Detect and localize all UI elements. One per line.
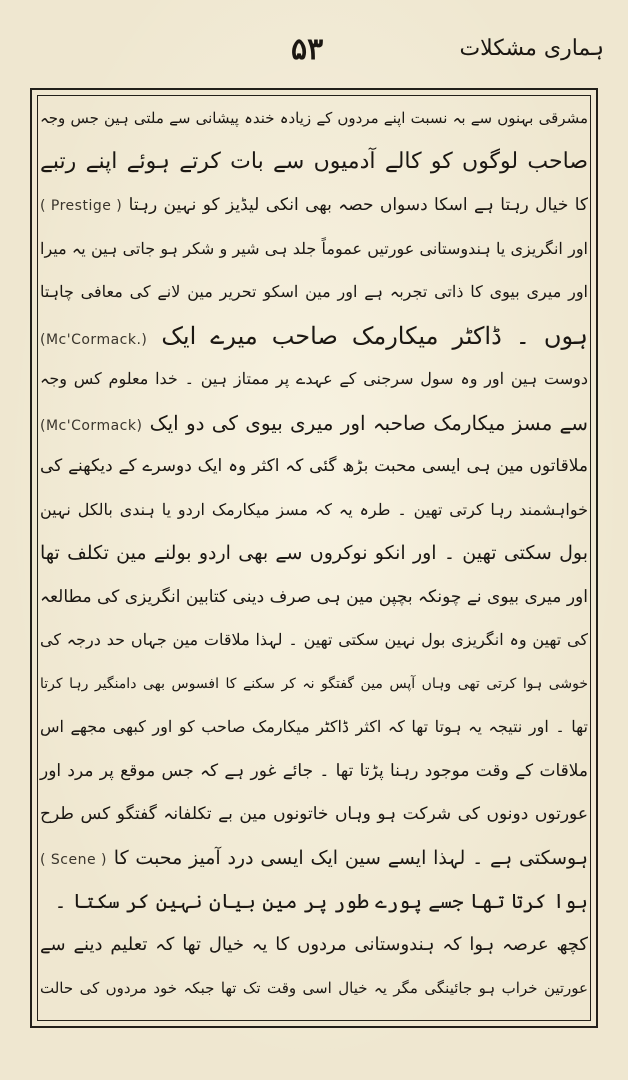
- urdu-line-text: خواہشمند رہا کرتی تھین ۔ طرہ یہ کہ مسز میکارمک اردو یا ہندی بالکل نہین: [40, 499, 588, 519]
- page-number: ۵۳: [291, 32, 324, 67]
- text-line: [40, 664, 588, 704]
- text-line: [40, 620, 588, 660]
- text-line: [40, 316, 588, 356]
- urdu-line-text: اور میری بیوی کا ذاتی تجربہ ہے اور مین اسکو تحریر مین لانے کی معافی چاہتا: [40, 282, 588, 301]
- text-line: [40, 403, 588, 443]
- text-line: [40, 446, 588, 486]
- urdu-line-text: ملاقاتوں مین ہی ایسی محبت بڑھ گئی کہ اکثر وہ ایک دوسرے کے دیکھنے کی: [40, 456, 588, 476]
- text-line: [40, 98, 588, 138]
- latin-annotation: (Mc'Cormack): [40, 417, 143, 434]
- urdu-line-text: ہوں ۔ ڈاکٹر میکارمک صاحب میرے ایک: [161, 321, 588, 350]
- urdu-line-text: ہوا کرتا تھا جسے پورے طور پر مین بیان نہین کر سکتا ۔: [54, 889, 588, 913]
- urdu-line-text: صاحب لوگوں کو کالے آدمیوں سے بات کرتے ہوئے اپنے رتبے: [40, 148, 588, 174]
- urdu-line-text: دوست ہین اور وہ سول سرجنی کے عہدے پر ممتاز ہین ۔ خدا معلوم کس وجہ: [40, 369, 589, 388]
- page-header: [0, 30, 628, 80]
- text-line: [40, 751, 588, 791]
- text-line: [40, 968, 588, 1008]
- text-line: [40, 925, 588, 965]
- latin-annotation: ( Scene ): [40, 851, 108, 868]
- urdu-line-text: اور میری بیوی نے چونکہ بچپن مین ہی صرف دینی کتابین انگریزی کی مطالعہ: [40, 586, 588, 607]
- latin-annotation: (Mc'Cormack.): [40, 331, 148, 348]
- urdu-line-text: ملاقات کے وقت موجود رہنا پڑتا تھا ۔ جائے غور ہے کہ جس موقع پر مرد اور: [40, 760, 588, 781]
- text-line: [40, 142, 588, 182]
- urdu-line-text: عورتوں دونوں کی شرکت ہو وہاں خاتونوں مین بے تکلفانہ گفتگو کس طرح: [40, 804, 588, 824]
- urdu-line-text: عورتین خراب ہو جائینگی مگر یہ خیال اسی وقت تک تھا جبکہ خود مردوں کی حالت: [40, 979, 588, 997]
- urdu-line-text: ہوسکتی ہے ۔ لہذا ایسے سین ایک ایسی درد آمیز محبت کا: [113, 846, 588, 869]
- urdu-line-text: مشرقی بہنوں سے بہ نسبت اپنے مردوں کے زیادہ خندہ پیشانی سے ملتی ہین جس وجہ: [40, 109, 588, 127]
- text-line: [40, 359, 588, 399]
- urdu-line-text: اور انگریزی یا ہندوستانی عورتیں عموماً جلد ہی شیر و شکر ہو جاتی ہین یہ میرا: [40, 238, 588, 258]
- text-line: [40, 533, 588, 573]
- urdu-line-text: خوشی ہوا کرتی تھی وہاں آپس مین گفتگو نہ کر سکنے کا افسوس بھی دامنگیر رہا کرتا: [40, 675, 588, 692]
- text-line: [40, 577, 588, 617]
- text-line: [40, 838, 588, 878]
- text-line: [40, 185, 588, 225]
- text-line: [40, 881, 588, 921]
- text-line: [40, 229, 588, 269]
- text-line: [40, 707, 588, 747]
- urdu-line-text: کا خیال رہتا ہے اسکا دسواں حصہ بھی انکی لیڈیز کو نہین رہتا: [128, 195, 588, 215]
- latin-annotation: ( Prestige ): [40, 198, 123, 214]
- text-line: [40, 490, 588, 530]
- urdu-line-text: تھا ۔ اور نتیجہ یہ ہوتا تھا کہ اکثر ڈاکٹر میکارمک صاحب کو اور کبھی مجھے اس: [40, 717, 588, 736]
- urdu-line-text: کچھ عرصہ ہوا کہ ہندوستانی مردوں کا یہ خیال تھا کہ تعلیم دینے سے: [40, 933, 588, 955]
- text-line: [40, 794, 588, 834]
- text-line: [40, 272, 588, 312]
- urdu-line-text: سے مسز میکارمک صاحبہ اور میری بیوی کی دو ایک: [149, 410, 588, 435]
- running-title: ہماری مشکلات: [459, 36, 604, 61]
- urdu-line-text: بول سکتی تھین ۔ اور انکو نوکروں سے بھی اردو بولنے مین تکلف تھا: [40, 542, 588, 564]
- urdu-line-text: کی تھین وہ انگریزی بول نہین سکتی تھین ۔ لہذا ملاقات مین جہاں حد درجہ کی: [40, 630, 588, 649]
